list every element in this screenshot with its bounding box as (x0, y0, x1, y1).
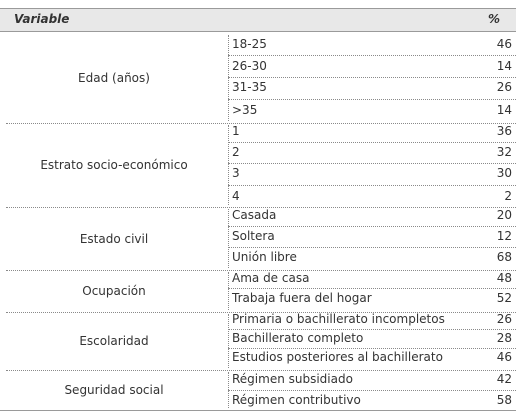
row-label: Estudios posteriores al bachillerato (232, 350, 443, 364)
row-value: 14 (496, 59, 512, 73)
row-value: 32 (496, 145, 512, 159)
row-divider (228, 77, 516, 78)
row-label: Régimen contributivo (232, 393, 361, 407)
row-divider (228, 142, 516, 143)
row-label: 31-35 (232, 80, 267, 94)
row-label: Casada (232, 208, 277, 222)
row-divider (228, 163, 516, 164)
row-label: Soltera (232, 229, 275, 243)
row-divider (228, 348, 516, 349)
row-label: Unión libre (232, 250, 297, 264)
row-divider (228, 226, 516, 227)
row-label: 2 (232, 145, 240, 159)
row-label: 26-30 (232, 59, 267, 73)
section-label: Ocupación (82, 284, 146, 298)
table-bottom-rule (0, 410, 516, 411)
row-label: 18-25 (232, 37, 267, 51)
row-value: 58 (496, 393, 512, 407)
section-label: Estado civil (79, 232, 149, 246)
column-divider (228, 272, 229, 310)
row-label: Primaria o bachillerato incompletos (232, 312, 445, 326)
header-percent: % (487, 12, 500, 26)
row-divider (228, 329, 516, 330)
row-divider (228, 247, 516, 248)
row-label: >35 (232, 103, 258, 117)
section-divider (6, 123, 516, 124)
row-value: 68 (496, 250, 512, 264)
row-divider (228, 99, 516, 100)
row-divider (228, 390, 516, 391)
row-value: 46 (496, 350, 512, 364)
row-value: 48 (496, 271, 512, 285)
row-value: 42 (496, 372, 512, 386)
row-divider (228, 185, 516, 186)
row-label: Régimen subsidiado (232, 372, 353, 386)
section-label: Seguridad social (64, 383, 164, 397)
row-divider (228, 288, 516, 289)
header-variable: Variable (14, 12, 70, 26)
column-divider (228, 209, 229, 268)
row-value: 28 (496, 331, 512, 345)
column-divider (228, 35, 229, 121)
row-value: 20 (496, 208, 512, 222)
section-divider (6, 370, 516, 371)
row-value: 2 (504, 189, 512, 203)
column-divider (228, 125, 229, 205)
row-value: 30 (496, 166, 512, 180)
column-divider (228, 314, 229, 368)
row-label: Trabaja fuera del hogar (232, 291, 372, 305)
row-value: 14 (496, 103, 512, 117)
section-label: Estrato socio-económico (40, 158, 188, 172)
row-divider (228, 55, 516, 56)
section-label: Edad (años) (78, 71, 150, 85)
table-header (0, 8, 516, 32)
row-value: 12 (496, 229, 512, 243)
row-value: 36 (496, 124, 512, 138)
row-label: 3 (232, 166, 240, 180)
row-value: 26 (496, 80, 512, 94)
row-label: Bachillerato completo (232, 331, 364, 345)
row-value: 26 (496, 312, 512, 326)
row-label: Ama de casa (232, 271, 310, 285)
row-value: 46 (496, 37, 512, 51)
row-value: 52 (496, 291, 512, 305)
section-label: Escolaridad (79, 334, 149, 348)
row-label: 1 (232, 124, 240, 138)
row-label: 4 (232, 189, 240, 203)
